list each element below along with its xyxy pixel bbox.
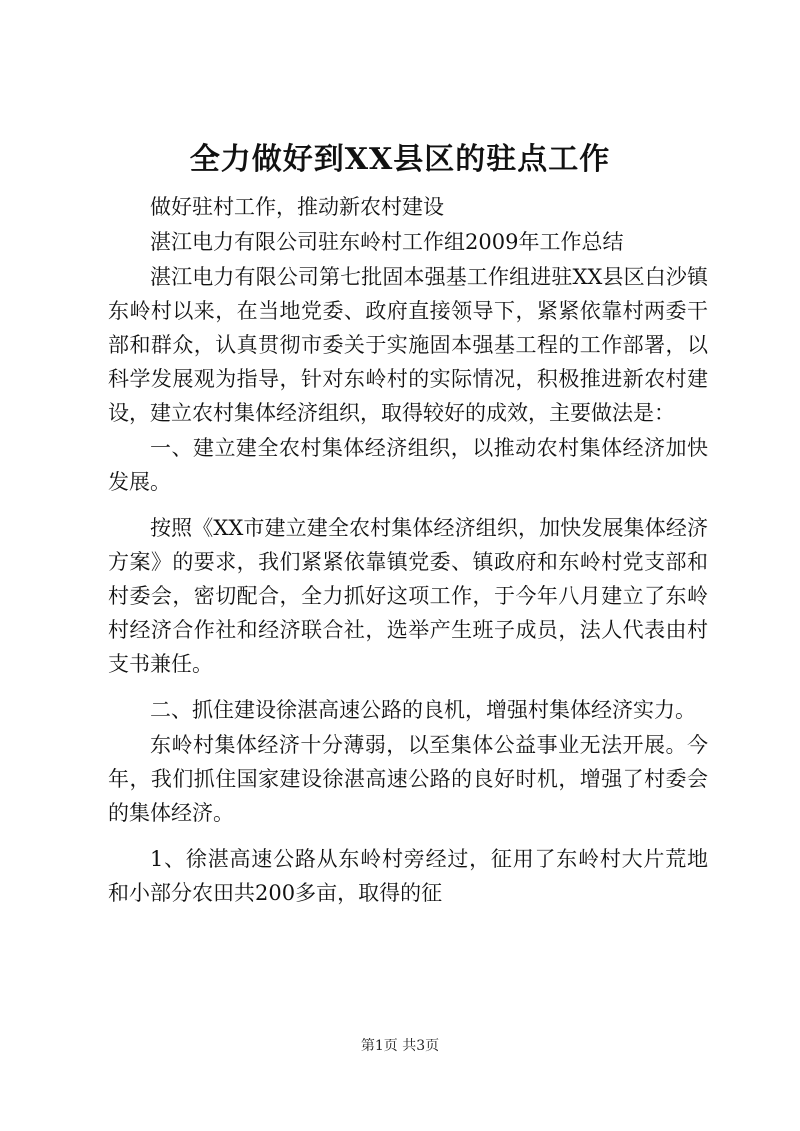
paragraph-item-one: 1、徐湛高速公路从东岭村旁经过，征用了东岭村大片荒地和小部分农田共200多亩，取得的征 (108, 847, 708, 905)
paragraph-section-two-heading: 二、抓住建设徐湛高速公路的良机，增强村集体经济实力。 (150, 698, 696, 722)
paragraph-section-one-heading: 一、建立建全农村集体经济组织，以推动农村集体经济加快发展。 (108, 436, 708, 494)
paragraph-intro: 湛江电力有限公司第七批固本强基工作组进驻XX县区白沙镇东岭村以来，在当地党委、政府直接领导下，紧紧依靠村两委干部和群众，认真贯彻市委关于实施固本强基工程的工作部署，以科学发展观为指导，针对东岭村的实际情况，积极推进新农村建设，建立农村集体经济组织，取得较好的成效，主要做法是： (108, 265, 708, 425)
paragraph-report-title: 湛江电力有限公司驻东岭村工作组2009年工作总结 (150, 230, 624, 254)
page-number-footer: 第1页 共3页 (360, 1038, 440, 1054)
document-body (108, 190, 708, 911)
paragraph-section-one-body: 按照《XX市建立建全农村集体经济组织，加快发展集体经济方案》的要求，我们紧紧依靠镇党委、镇政府和东岭村党支部和村委会，密切配合，全力抓好这项工作，于今年八月建立了东岭村经济合作社和经济联合社，选举产生班子成员，法人代表由村支书兼任。 (108, 516, 708, 676)
paragraph-section-two-body: 东岭村集体经济十分薄弱，以至集体公益事业无法开展。今年，我们抓住国家建设徐湛高速公路的良好时机，增强了村委会的集体经济。 (108, 733, 708, 825)
paragraph-subtitle: 做好驻村工作，推动新农村建设 (150, 195, 444, 219)
document-title: 全力做好到XX县区的驻点工作 (189, 142, 611, 177)
